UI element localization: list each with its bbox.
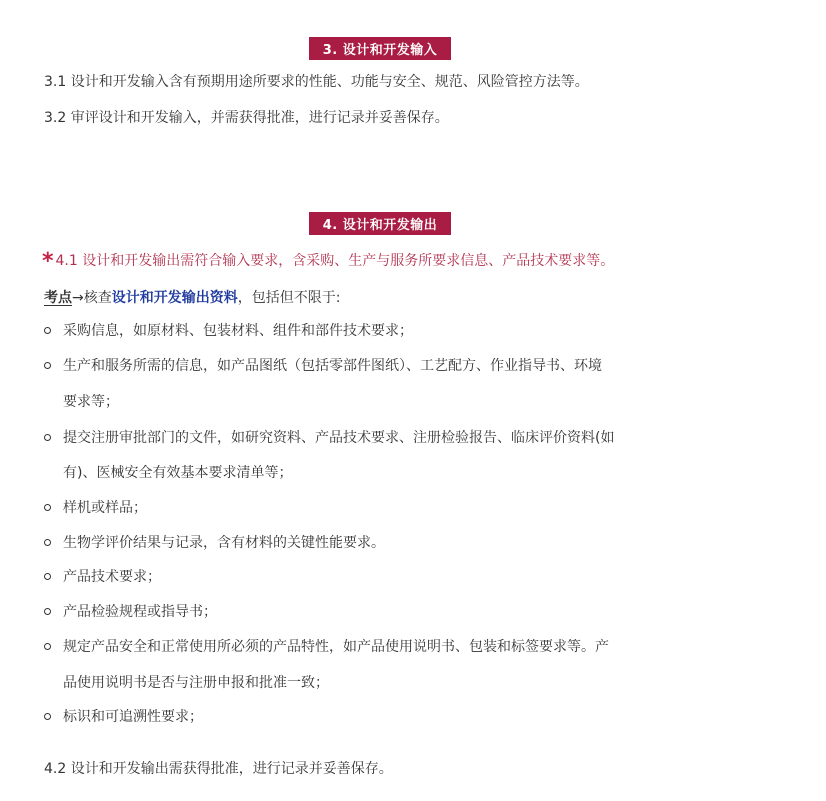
paragraph-4-2: 4.2 设计和开发输出需获得批准，进行记录并妥善保存。 (44, 761, 393, 777)
list-item: 样机或样品； (63, 500, 147, 516)
list-item: 标识和可追溯性要求； (63, 709, 203, 725)
bullet-icon (44, 504, 51, 511)
bullet-icon (44, 573, 51, 580)
paragraph-3-2: 3.2 审评设计和开发输入，并需获得批准，进行记录并妥善保存。 (44, 110, 449, 126)
section-3-title: 3. 设计和开发输入 (309, 37, 452, 60)
list-item-continuation: 有)、医械安全有效基本要求清单等； (63, 465, 293, 481)
bullet-icon (44, 539, 51, 546)
bullet-icon (44, 643, 51, 650)
list-item-continuation: 品使用说明书是否与注册申报和批准一致； (63, 675, 329, 691)
list-item-continuation: 要求等； (63, 394, 119, 410)
exam-point-line (44, 287, 340, 307)
paragraph-4-1 (42, 246, 615, 274)
exam-point-arrow: →核查 (72, 290, 112, 306)
bullet-icon (44, 434, 51, 441)
paragraph-4-1-text: 4.1 设计和开发输出需符合输入要求，含采购、生产与服务所要求信息、产品技术要求等。 (55, 253, 615, 269)
section-4-title: 4. 设计和开发输出 (309, 212, 452, 235)
section-3-header (0, 37, 760, 60)
list-item: 采购信息，如原材料、包装材料、组件和部件技术要求； (63, 323, 413, 339)
bullet-icon (44, 327, 51, 334)
list-item: 产品技术要求； (63, 569, 161, 585)
exam-point-label: 考点 (44, 290, 72, 306)
bullet-icon (44, 362, 51, 369)
exam-point-rest: ，包括但不限于: (237, 290, 341, 306)
star-icon: * (42, 249, 54, 274)
bullet-icon (44, 608, 51, 615)
bullet-icon (44, 713, 51, 720)
section-4-header (0, 212, 760, 235)
list-item: 产品检验规程或指导书； (63, 604, 217, 620)
list-item: 生产和服务所需的信息，如产品图纸（包括零部件图纸）、工艺配方、作业指导书、环境 (63, 358, 602, 374)
paragraph-3-1: 3.1 设计和开发输入含有预期用途所要求的性能、功能与安全、规范、风险管控方法等。 (44, 74, 589, 90)
list-item: 提交注册审批部门的文件，如研究资料、产品技术要求、注册检验报告、临床评价资料(如 (63, 430, 615, 446)
list-item: 规定产品安全和正常使用所必须的产品特性，如产品使用说明书、包装和标签要求等。产 (63, 639, 609, 655)
exam-point-highlight: 设计和开发输出资料 (111, 290, 238, 306)
list-item: 生物学评价结果与记录，含有材料的关键性能要求。 (63, 535, 385, 551)
